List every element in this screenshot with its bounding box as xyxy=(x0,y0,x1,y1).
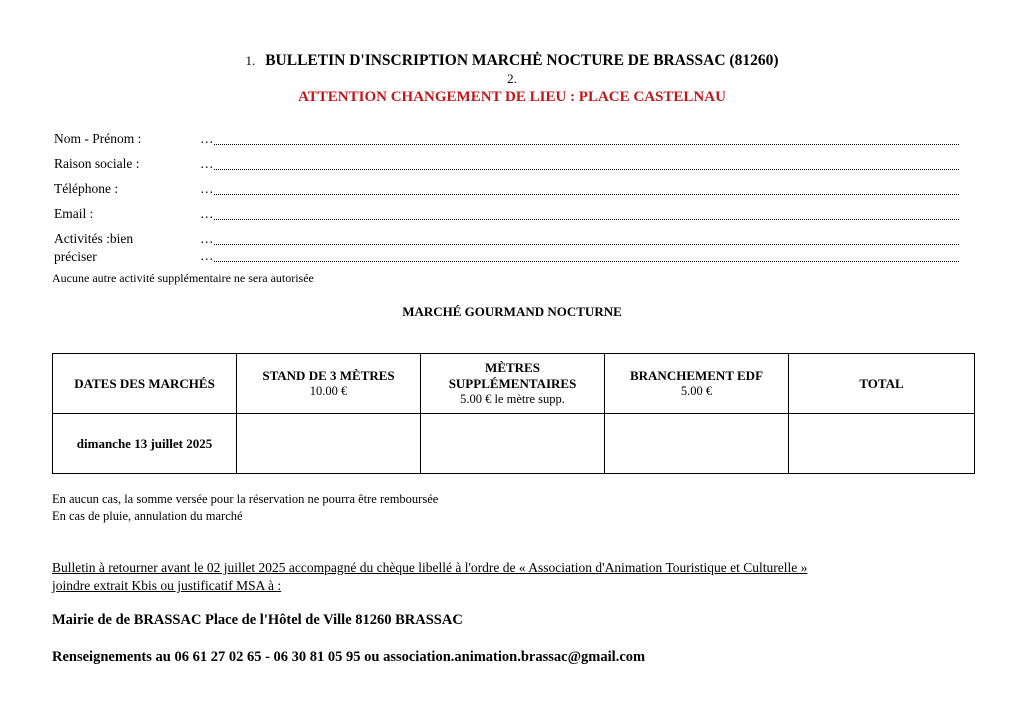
title-number: 1. xyxy=(245,53,256,68)
refund-note: En aucun cas, la somme versée pour la réservation ne pourra être remboursée xyxy=(52,492,439,506)
field-label-activities-cont: préciser xyxy=(54,249,97,264)
header-edf: BRANCHEMENT EDF xyxy=(629,368,764,383)
field-label-activities: Activités :bien xyxy=(54,231,134,246)
field-line-activities[interactable] xyxy=(214,243,959,245)
rain-note: En cas de pluie, annulation du marché xyxy=(52,509,243,523)
header-stand: STAND DE 3 MÈTRES xyxy=(262,368,395,383)
cell-extra-meters-input[interactable] xyxy=(421,414,605,474)
price-stand: 10.00 € xyxy=(309,384,348,398)
market-date: dimanche 13 juillet 2025 xyxy=(76,435,213,451)
header-total: TOTAL xyxy=(859,375,904,391)
field-line-activities-2[interactable] xyxy=(214,260,959,262)
return-instructions-line1: Bulletin à retourner avant le 02 juillet 2025 accompagné du chèque libellé à l'ordre de « Association d'Animation Touristique et Culturelle » xyxy=(52,560,808,575)
header-extra-meters: MÈTRES SUPPLÉMENTAIRES xyxy=(448,360,577,391)
cell-stand-input[interactable] xyxy=(237,414,421,474)
field-line-name[interactable] xyxy=(214,143,959,145)
header-cell-extra-meters xyxy=(421,354,605,414)
price-edf: 5.00 € xyxy=(680,384,713,398)
form-title-line xyxy=(0,52,1024,70)
table-header-row xyxy=(53,354,975,414)
field-ellipsis-phone: … xyxy=(200,181,214,196)
field-ellipsis-activities: … xyxy=(200,231,214,246)
field-line-company[interactable] xyxy=(214,168,959,170)
section-title: MARCHÉ GOURMAND NOCTURNE xyxy=(402,304,622,319)
location-change-notice: ATTENTION CHANGEMENT DE LIEU : PLACE CASTELNAU xyxy=(298,89,726,105)
list-number-2: 2. xyxy=(507,71,517,86)
field-label-name: Nom - Prénom : xyxy=(54,131,142,146)
field-label-company: Raison sociale : xyxy=(54,156,140,171)
pricing-table xyxy=(52,353,975,474)
form-title: BULLETIN D'INSCRIPTION MARCHĖ NOCTURE DE BRASSAC (81260) xyxy=(265,52,779,69)
header-cell-edf xyxy=(605,354,789,414)
cell-total-input[interactable] xyxy=(789,414,975,474)
header-cell-total xyxy=(789,354,975,414)
contact-info: Renseignements au 06 61 27 02 65 - 06 30 81 05 95 ou association.animation.brassac@gmail.com xyxy=(52,649,646,665)
header-cell-dates xyxy=(53,354,237,414)
field-ellipsis-company: … xyxy=(200,156,214,171)
activity-note: Aucune autre activité supplémentaire ne sera autorisée xyxy=(52,271,314,285)
field-label-email: Email : xyxy=(54,206,94,221)
table-row xyxy=(53,414,975,474)
field-ellipsis-email: … xyxy=(200,206,214,221)
cell-date xyxy=(53,414,237,474)
price-extra-meters: 5.00 € le mètre supp. xyxy=(460,392,565,406)
field-line-email[interactable] xyxy=(214,218,959,220)
return-instructions-line2: joindre extrait Kbis ou justificatif MSA à : xyxy=(52,578,282,593)
field-ellipsis-name: … xyxy=(200,131,214,146)
header-cell-stand xyxy=(237,354,421,414)
field-label-phone: Téléphone : xyxy=(54,181,119,196)
field-line-phone[interactable] xyxy=(214,193,959,195)
cell-edf-input[interactable] xyxy=(605,414,789,474)
header-dates: DATES DES MARCHÉS xyxy=(74,375,215,391)
field-ellipsis-activities-2: … xyxy=(200,248,214,263)
mailing-address: Mairie de de BRASSAC Place de l'Hôtel de Ville 81260 BRASSAC xyxy=(52,612,463,628)
